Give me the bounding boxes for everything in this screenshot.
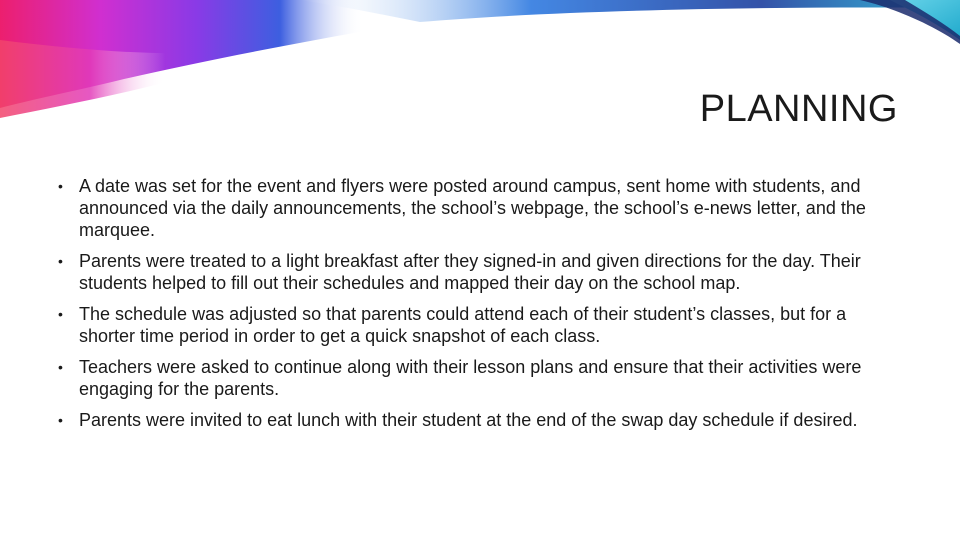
bullet-icon: • <box>58 306 63 322</box>
list-item <box>56 356 906 400</box>
bullet-icon: • <box>58 178 63 194</box>
list-item <box>56 303 906 347</box>
slide-title: PLANNING <box>699 88 898 130</box>
bullet-icon: • <box>58 412 63 428</box>
list-item <box>56 250 906 294</box>
bullet-icon: • <box>58 359 63 375</box>
bullet-list <box>56 175 906 440</box>
list-item <box>56 175 906 241</box>
bullet-text: The schedule was adjusted so that parents could attend each of their student’s classes, but for a shorter time period in order to get a quick snapshot of each class. <box>79 304 847 346</box>
bullet-text: Teachers were asked to continue along with their lesson plans and ensure that their activities were engaging for the parents. <box>79 357 862 399</box>
bullet-icon: • <box>58 253 63 269</box>
bullet-text: Parents were treated to a light breakfast after they signed-in and given directions for the day. Their students helped to fill out their schedules and mapped their day on the school map. <box>79 251 861 293</box>
bullet-text: A date was set for the event and flyers were posted around campus, sent home with students, and announced via the daily announcements, the school’s webpage, the school’s e-news letter, and the marquee. <box>79 176 866 240</box>
list-item <box>56 409 906 431</box>
bullet-text: Parents were invited to eat lunch with their student at the end of the swap day schedule if desired. <box>79 410 858 430</box>
